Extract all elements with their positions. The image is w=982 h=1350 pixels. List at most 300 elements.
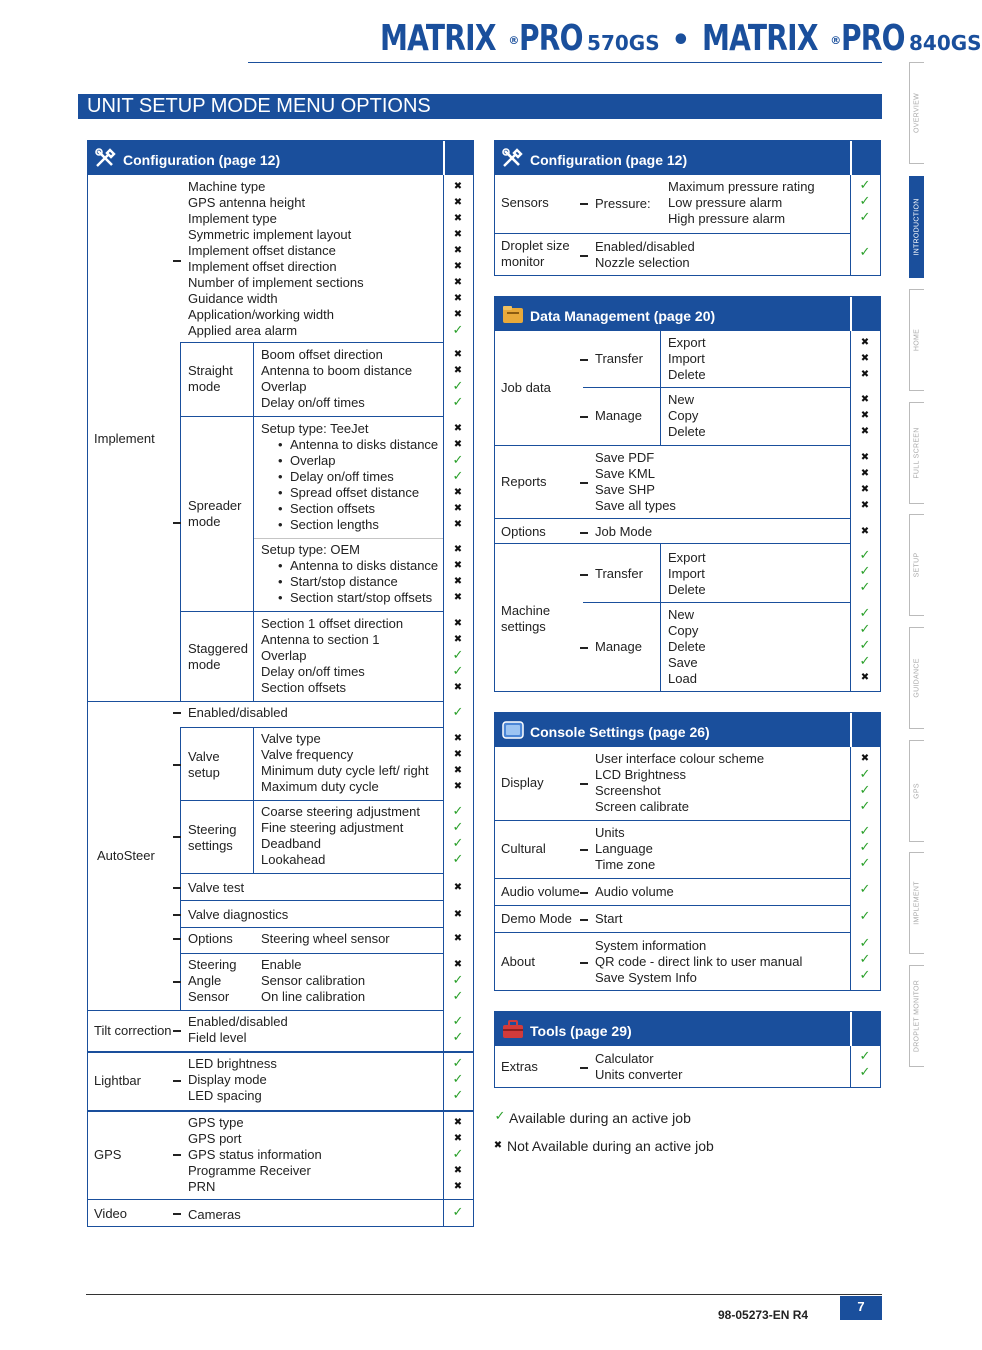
- unavailable-cross-icon: ✖: [453, 733, 463, 744]
- dash-connector: [173, 1213, 181, 1215]
- menu-item: Audio volume: [595, 884, 674, 899]
- available-check-icon: ✓: [452, 852, 464, 867]
- menu-item: LED brightness: [188, 1056, 277, 1071]
- available-check-icon: ✓: [452, 1072, 464, 1087]
- available-check-icon: ✓: [452, 664, 464, 679]
- unavailable-cross-icon: ✖: [453, 682, 463, 693]
- menu-item: Sensor calibration: [261, 973, 366, 988]
- menu-item: Enabled/disabled: [188, 705, 288, 720]
- unavailable-cross-icon: ✖: [453, 749, 463, 760]
- about-label: About: [501, 954, 535, 969]
- tools-panel: [494, 1011, 881, 1088]
- available-check-icon: ✓: [859, 909, 871, 924]
- row-divider: [495, 518, 850, 519]
- demo-label: Demo Mode: [501, 911, 572, 926]
- menu-item: Implement offset direction: [188, 259, 337, 274]
- unavailable-cross-icon: ✖: [453, 229, 463, 240]
- menu-item: Valve type: [261, 731, 321, 746]
- dash-connector: [173, 712, 181, 714]
- available-check-icon: ✓: [859, 178, 871, 193]
- menu-item: monitor: [501, 254, 545, 269]
- extras-label: Extras: [501, 1059, 538, 1074]
- available-check-icon: ✓: [452, 1088, 464, 1103]
- menu-item: Calculator: [595, 1051, 654, 1066]
- menu-item: PRN: [188, 1179, 216, 1194]
- menu-item: Machine: [501, 603, 551, 618]
- available-check-icon: ✓: [859, 194, 871, 209]
- folder-icon: [501, 303, 525, 325]
- unavailable-cross-icon: ✖: [453, 519, 463, 530]
- unavailable-cross-icon: ✖: [453, 592, 463, 603]
- menu-item: Guidance width: [188, 291, 278, 306]
- inner-divider: [253, 538, 443, 539]
- legend-check-icon: ✓: [494, 1109, 506, 1124]
- side-tab-label: SETUP: [913, 552, 921, 578]
- row-divider: [180, 927, 443, 928]
- row-divider: [180, 342, 443, 343]
- autosteer-label: AutoSteer: [97, 848, 155, 863]
- menu-item: Section start/stop offsets: [290, 590, 433, 605]
- unavailable-cross-icon: ✖: [860, 484, 870, 495]
- menu-item: Save all types: [595, 498, 676, 513]
- menu-item: Staggered: [188, 641, 248, 656]
- header-rule: [248, 62, 882, 63]
- unavailable-cross-icon: ✖: [453, 1181, 463, 1192]
- document-number: 98-05273-EN R4: [718, 1308, 809, 1322]
- menu-item: Deadband: [261, 836, 321, 851]
- column-divider: [660, 331, 661, 445]
- menu-item: Boom offset direction: [261, 347, 383, 362]
- menu-item: setup: [188, 765, 220, 780]
- menu-item: Implement type: [188, 211, 277, 226]
- job-data-label: Job data: [501, 380, 551, 395]
- available-check-icon: ✓: [859, 1049, 871, 1064]
- configuration-panel-right: [494, 140, 881, 276]
- menu-item: Enabled/disabled: [595, 239, 695, 254]
- column-divider: [253, 611, 254, 701]
- dash-connector: [580, 1067, 588, 1069]
- menu-item: Transfer: [595, 566, 643, 581]
- menu-item: Coarse steering adjustment: [261, 804, 420, 819]
- dash-connector: [580, 783, 588, 785]
- column-divider: [253, 800, 254, 873]
- menu-item: Antenna to disks distance: [290, 558, 439, 573]
- menu-item: Implement offset distance: [188, 243, 336, 258]
- console-icon: [501, 719, 525, 741]
- menu-item: Import: [668, 566, 705, 581]
- menu-item: Valve diagnostics: [188, 907, 289, 922]
- available-check-icon: ✓: [859, 952, 871, 967]
- cultural-label: Cultural: [501, 841, 546, 856]
- unavailable-cross-icon: ✖: [453, 197, 463, 208]
- menu-item: Delay on/off times: [261, 395, 365, 410]
- lightbar-label: Lightbar: [94, 1073, 141, 1088]
- menu-item: Symmetric implement layout: [188, 227, 352, 242]
- menu-item: Start: [595, 911, 623, 926]
- row-divider: [495, 445, 850, 446]
- unavailable-cross-icon: ✖: [860, 369, 870, 380]
- available-check-icon: ✓: [859, 882, 871, 897]
- column-divider: [253, 416, 254, 611]
- menu-item: Save KML: [595, 466, 655, 481]
- dash-connector: [173, 522, 181, 524]
- menu-item: Setup type: OEM: [261, 542, 360, 557]
- unavailable-cross-icon: ✖: [860, 500, 870, 511]
- row-divider: [180, 953, 443, 954]
- unavailable-cross-icon: ✖: [453, 245, 463, 256]
- logo-bullet: •: [671, 23, 691, 58]
- menu-item: settings: [188, 838, 233, 853]
- menu-item: Time zone: [595, 857, 656, 872]
- video-label: Video: [94, 1206, 128, 1221]
- panel-header: [495, 297, 880, 331]
- dash-connector: [173, 260, 181, 262]
- dash-connector: [173, 1154, 181, 1156]
- menu-item: Delay on/off times: [261, 664, 365, 679]
- unavailable-cross-icon: ✖: [453, 933, 463, 944]
- side-tab-label: OVERVIEW: [913, 92, 921, 134]
- menu-item: Lookahead: [261, 852, 326, 867]
- menu-item: Overlap: [261, 379, 307, 394]
- row-divider: [180, 611, 443, 612]
- menu-item: Cameras: [188, 1207, 241, 1222]
- side-tab-setup[interactable]: [909, 514, 924, 616]
- menu-item: Antenna to disks distance: [290, 437, 439, 452]
- menu-item: Screenshot: [595, 783, 661, 798]
- column-divider: [253, 342, 254, 416]
- bullet-dot: •: [278, 558, 283, 573]
- dash-connector: [580, 849, 588, 851]
- row-divider: [180, 900, 443, 901]
- menu-item: Units: [595, 825, 625, 840]
- available-check-icon: ✓: [452, 648, 464, 663]
- tilt-label: Tilt correction: [94, 1023, 172, 1038]
- menu-item: System information: [595, 938, 707, 953]
- available-check-icon: ✓: [452, 1147, 464, 1162]
- dash-connector: [580, 532, 588, 534]
- unavailable-cross-icon: ✖: [453, 576, 463, 587]
- menu-item: Straight: [188, 363, 233, 378]
- menu-item: New: [668, 607, 695, 622]
- available-check-icon: ✓: [859, 824, 871, 839]
- tools-icon: [94, 147, 118, 169]
- available-check-icon: ✓: [452, 705, 464, 720]
- menu-item: Transfer: [595, 351, 643, 366]
- row-divider: [88, 1199, 474, 1200]
- menu-item: LED spacing: [188, 1088, 262, 1103]
- row-divider: [180, 727, 443, 728]
- available-check-icon: ✓: [859, 767, 871, 782]
- available-check-icon: ✓: [452, 989, 464, 1004]
- dash-connector: [173, 1030, 181, 1032]
- row-divider: [495, 820, 850, 821]
- menu-item: User interface colour scheme: [595, 751, 765, 766]
- available-check-icon: ✓: [859, 548, 871, 563]
- menu-item: Delete: [668, 367, 706, 382]
- available-check-icon: ✓: [859, 799, 871, 814]
- bullet-dot: •: [278, 453, 283, 468]
- dash-connector: [173, 764, 181, 766]
- unavailable-cross-icon: ✖: [453, 423, 463, 434]
- menu-item: Overlap: [290, 453, 336, 468]
- sensors-label: Sensors: [501, 195, 549, 210]
- panel-title: Configuration (page 12): [530, 152, 688, 168]
- row-divider: [495, 905, 850, 906]
- menu-item: Export: [668, 550, 706, 565]
- logo-reg-1: ®: [508, 33, 520, 47]
- available-check-icon: ✓: [859, 606, 871, 621]
- menu-item: GPS port: [188, 1131, 242, 1146]
- unavailable-cross-icon: ✖: [860, 353, 870, 364]
- menu-item: Section offsets: [261, 680, 347, 695]
- available-check-icon: ✓: [859, 638, 871, 653]
- available-check-icon: ✓: [452, 1014, 464, 1029]
- header-divider: [443, 141, 445, 175]
- side-tab-home[interactable]: [909, 289, 924, 391]
- menu-item: Delete: [668, 639, 706, 654]
- unavailable-cross-icon: ✖: [453, 765, 463, 776]
- tools-icon: [501, 147, 525, 169]
- menu-item: Save System Info: [595, 970, 697, 985]
- available-check-icon: ✓: [452, 469, 464, 484]
- unavailable-cross-icon: ✖: [860, 672, 870, 683]
- menu-item: Sensor: [188, 989, 230, 1004]
- dash-connector: [580, 416, 588, 418]
- bullet-dot: •: [278, 469, 283, 484]
- menu-item: mode: [188, 657, 221, 672]
- side-tab-overview[interactable]: [909, 62, 924, 164]
- menu-item: Minimum duty cycle left/ right: [261, 763, 429, 778]
- reports-label: Reports: [501, 474, 547, 489]
- available-check-icon: ✓: [452, 820, 464, 835]
- available-check-icon: ✓: [859, 856, 871, 871]
- unavailable-cross-icon: ✖: [860, 468, 870, 479]
- row-divider: [495, 932, 850, 933]
- bullet-dot: •: [278, 485, 283, 500]
- menu-item: Enabled/disabled: [188, 1014, 288, 1029]
- unavailable-cross-icon: ✖: [453, 781, 463, 792]
- menu-item: High pressure alarm: [668, 211, 786, 226]
- available-check-icon: ✓: [859, 654, 871, 669]
- available-check-icon: ✓: [452, 804, 464, 819]
- unavailable-cross-icon: ✖: [860, 753, 870, 764]
- legend-cross-icon: ✖: [493, 1140, 503, 1151]
- dash-connector: [580, 255, 588, 257]
- menu-item: Valve test: [188, 880, 245, 895]
- side-tab-label: DROPLET MONITOR: [913, 979, 921, 1053]
- menu-item: LCD Brightness: [595, 767, 687, 782]
- menu-item: Machine type: [188, 179, 266, 194]
- page-number: 7: [840, 1296, 882, 1320]
- dash-connector: [173, 914, 181, 916]
- side-tab-label: INTRODUCTION: [913, 198, 921, 256]
- column-divider: [180, 727, 181, 1010]
- side-tab-label: IMPLEMENT: [913, 881, 921, 925]
- dash-connector: [580, 919, 588, 921]
- product-logo: [380, 18, 982, 62]
- menu-item: Start/stop distance: [290, 574, 398, 589]
- available-check-icon: ✓: [859, 580, 871, 595]
- menu-item: Spread offset distance: [290, 485, 420, 500]
- available-check-icon: ✓: [452, 836, 464, 851]
- side-tab-full-screen[interactable]: [909, 402, 924, 504]
- logo-pro-2: PRO: [841, 18, 906, 59]
- section-banner: UNIT SETUP MODE MENU OPTIONS: [78, 94, 882, 119]
- menu-item: Enable: [261, 957, 302, 972]
- menu-item: Delete: [668, 582, 706, 597]
- side-tab-introduction[interactable]: [909, 176, 924, 278]
- panel-header: [495, 141, 880, 175]
- unavailable-cross-icon: ✖: [453, 1117, 463, 1128]
- menu-item: Droplet size: [501, 238, 570, 253]
- unavailable-cross-icon: ✖: [453, 349, 463, 360]
- unavailable-cross-icon: ✖: [860, 452, 870, 463]
- unavailable-cross-icon: ✖: [453, 618, 463, 629]
- menu-item: Nozzle selection: [595, 255, 690, 270]
- menu-item: Screen calibrate: [595, 799, 689, 814]
- dash-connector: [173, 981, 181, 983]
- menu-item: Load: [668, 671, 697, 686]
- dash-connector: [580, 359, 588, 361]
- side-tab-guidance[interactable]: [909, 627, 924, 729]
- dash-connector: [580, 962, 588, 964]
- available-check-icon: ✓: [859, 1065, 871, 1080]
- available-check-icon: ✓: [452, 323, 464, 338]
- menu-item: Overlap: [261, 648, 307, 663]
- side-tab-gps[interactable]: [909, 740, 924, 842]
- available-check-icon: ✓: [859, 968, 871, 983]
- footer-rule: [86, 1294, 882, 1295]
- panel-title: Tools (page 29): [530, 1023, 632, 1039]
- menu-item: Pressure:: [595, 196, 651, 211]
- panel-header: [88, 141, 473, 175]
- available-check-icon: ✓: [452, 1205, 464, 1220]
- menu-item: Valve frequency: [261, 747, 354, 762]
- display-label: Display: [501, 775, 544, 790]
- unavailable-cross-icon: ✖: [453, 365, 463, 376]
- menu-item: Manage: [595, 408, 642, 423]
- column-divider: [850, 175, 851, 276]
- menu-item: Angle: [188, 973, 222, 988]
- menu-item: Units converter: [595, 1067, 683, 1082]
- available-check-icon: ✓: [859, 783, 871, 798]
- row-divider: [495, 878, 850, 879]
- dash-connector: [173, 836, 181, 838]
- unavailable-cross-icon: ✖: [453, 909, 463, 920]
- header-divider: [850, 141, 852, 175]
- menu-item: Language: [595, 841, 653, 856]
- unavailable-cross-icon: ✖: [860, 337, 870, 348]
- panel-title: Console Settings (page 26): [530, 724, 710, 740]
- bullet-dot: •: [278, 501, 283, 516]
- column-divider: [850, 747, 851, 991]
- menu-item: Spreader: [188, 498, 242, 513]
- menu-item: Save PDF: [595, 450, 655, 465]
- column-divider: [253, 727, 254, 800]
- bullet-dot: •: [278, 517, 283, 532]
- menu-item: Save SHP: [595, 482, 655, 497]
- dash-connector: [580, 482, 588, 484]
- unavailable-cross-icon: ✖: [453, 439, 463, 450]
- menu-item: Steering: [188, 822, 237, 837]
- column-divider: [443, 175, 444, 1227]
- menu-item: Manage: [595, 639, 642, 654]
- menu-item: Delay on/off times: [290, 469, 394, 484]
- menu-item: Job Mode: [595, 524, 653, 539]
- menu-item: Setup type: TeeJet: [261, 421, 369, 436]
- menu-item: Import: [668, 351, 705, 366]
- gps-label: GPS: [94, 1147, 122, 1162]
- side-tab-implement[interactable]: [909, 852, 924, 954]
- row-divider: [495, 543, 850, 544]
- menu-item: GPS status information: [188, 1147, 322, 1162]
- menu-item: New: [668, 392, 695, 407]
- dash-connector: [580, 892, 588, 894]
- side-tab-droplet-monitor[interactable]: [909, 965, 924, 1067]
- panel-header: [495, 1012, 880, 1046]
- unavailable-cross-icon: ✖: [453, 959, 463, 970]
- logo-model-1: 570GS: [587, 31, 660, 55]
- row-divider: [583, 387, 850, 388]
- dash-connector: [173, 887, 181, 889]
- unavailable-cross-icon: ✖: [860, 426, 870, 437]
- row-divider: [180, 800, 443, 801]
- menu-item: mode: [188, 514, 221, 529]
- unavailable-cross-icon: ✖: [453, 544, 463, 555]
- logo-brand-2: MATRIX: [701, 18, 818, 59]
- audio-label: Audio volume: [501, 884, 580, 899]
- unavailable-cross-icon: ✖: [453, 309, 463, 320]
- dash-connector: [173, 938, 181, 940]
- panel-title: Configuration (page 12): [123, 152, 281, 168]
- panel-title: Data Management (page 20): [530, 308, 716, 324]
- menu-item: GPS antenna height: [188, 195, 306, 210]
- options-label: Options: [501, 524, 546, 539]
- menu-item: Applied area alarm: [188, 323, 298, 338]
- console-settings-panel: [494, 712, 881, 991]
- menu-item: Section lengths: [290, 517, 379, 532]
- implement-label: Implement: [94, 431, 155, 446]
- available-check-icon: ✓: [452, 395, 464, 410]
- dash-connector: [580, 647, 588, 649]
- row-divider: [180, 416, 443, 417]
- header-divider: [850, 713, 852, 747]
- unavailable-cross-icon: ✖: [453, 181, 463, 192]
- side-tab-label: FULL SCREEN: [913, 427, 921, 479]
- logo-reg-2: ®: [830, 33, 842, 47]
- row-divider: [88, 1111, 474, 1112]
- row-divider: [88, 701, 443, 702]
- menu-item: Steering wheel sensor: [261, 931, 390, 946]
- menu-item: Export: [668, 335, 706, 350]
- menu-item: Save: [668, 655, 698, 670]
- menu-item: Delete: [668, 424, 706, 439]
- available-check-icon: ✓: [452, 379, 464, 394]
- legend-not-available: Not Available during an active job: [507, 1138, 714, 1154]
- menu-item: Antenna to section 1: [261, 632, 380, 647]
- menu-item: Maximum pressure rating: [668, 179, 815, 194]
- unavailable-cross-icon: ✖: [453, 293, 463, 304]
- menu-item: Number of implement sections: [188, 275, 364, 290]
- unavailable-cross-icon: ✖: [860, 526, 870, 537]
- row-divider: [495, 233, 850, 234]
- column-divider: [850, 1046, 851, 1088]
- bullet-dot: •: [278, 437, 283, 452]
- bullet-dot: •: [278, 590, 283, 605]
- menu-item: Programme Receiver: [188, 1163, 311, 1178]
- panel-header: [495, 713, 880, 747]
- row-divider: [583, 602, 850, 603]
